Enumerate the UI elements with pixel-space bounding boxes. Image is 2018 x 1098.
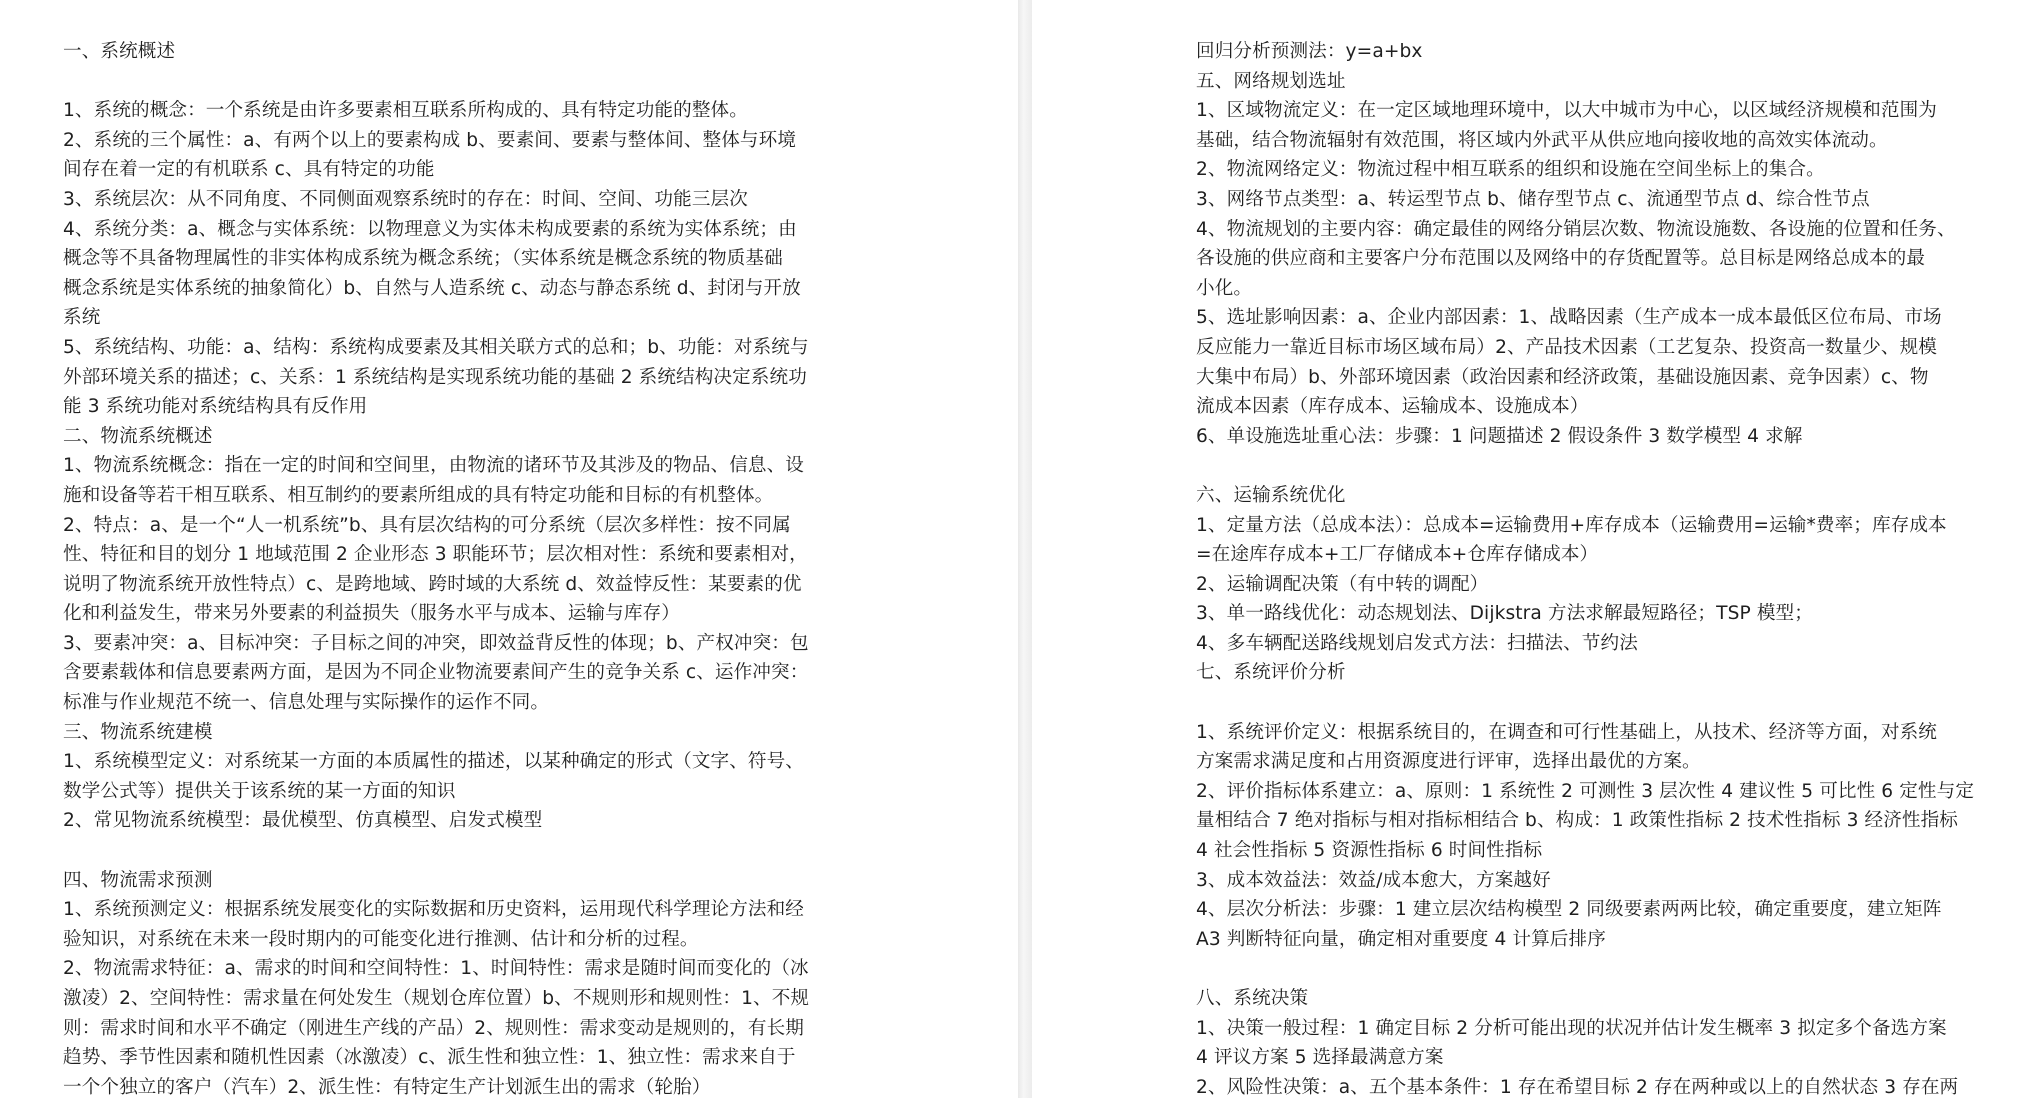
blank-line: [1196, 688, 2016, 718]
text-line: 1、区域物流定义：在一定区域地理环境中，以大中城市为中心，以区域经济规模和范围为: [1196, 100, 1937, 122]
text-line: 1、系统的概念：一个系统是由许多要素相互联系所构成的、具有特定功能的整体。: [63, 100, 748, 122]
text-line: 标准与作业规范不统一、信息处理与实际操作的运作不同。: [63, 692, 550, 714]
text-line: 一、系统概述: [63, 41, 176, 62]
text-line: 4、层次分析法：步骤：1 建立层次结构模型 2 同级要素两两比较，确定重要度，建立矩阵: [1196, 899, 1942, 921]
text-line: 1、系统评价定义：根据系统目的，在调查和可行性基础上，从技术、经济等方面，对系统: [1196, 721, 1937, 743]
text-line: 验知识，对系统在未来一段时期内的可能变化进行推测、估计和分析的过程。: [63, 928, 699, 950]
blank-line: [63, 67, 863, 97]
text-line: 大集中布局）b、外部环境因素（政治因素和经济政策，基础设施因素、竞争因素）c、物: [1196, 366, 1929, 388]
text-line: 四、物流需求预测: [63, 869, 213, 891]
text-line: 4、系统分类：a、概念与实体系统：以物理意义为实体未构成要素的系统为实体系统；由: [63, 218, 797, 240]
text-line: 激凌）2、空间特性：需求量在何处发生（规划仓库位置）b、不规则形和规则性：1、不规: [63, 988, 810, 1009]
text-line: 流成本因素（库存成本、运输成本、设施成本）: [1196, 396, 1589, 418]
text-line: 5、选址影响因素：a、企业内部因素：1、战略因素（生产成本一成本最低区位布局、市场: [1196, 307, 1942, 329]
text-line: 3、成本效益法：效益/成本愈大，方案越好: [1196, 869, 1551, 891]
text-line: 各设施的供应商和主要客户分布范围以及网络中的存货配置等。总目标是网络总成本的最: [1196, 248, 1926, 270]
text-line: 6、单设施选址重心法：步骤：1 问题描述 2 假设条件 3 数学模型 4 求解: [1196, 425, 1803, 447]
text-line: 4 社会性指标 5 资源性指标 6 时间性指标: [1196, 840, 1543, 862]
text-line: 七、系统评价分析: [1196, 662, 1346, 684]
text-line: 3、网络节点类型：a、转运型节点 b、储存型节点 c、流通型节点 d、综合性节点: [1196, 188, 1870, 210]
text-line: 施和设备等若干相互联系、相互制约的要素所组成的具有特定功能和目标的有机整体。: [63, 484, 774, 506]
blank-line: [63, 836, 863, 866]
text-line: 说明了物流系统开放性特点）c、是跨地域、跨时域的大系统 d、效益悖反性：某要素的优: [63, 573, 802, 595]
text-line: 五、网络规划选址: [1196, 70, 1346, 92]
text-line: 则：需求时间和水平不确定（刚进生产线的产品）2、规则性：需求变动是规则的，有长期: [63, 1017, 804, 1039]
text-line: 2、运输调配决策（有中转的调配）: [1196, 573, 1489, 595]
text-line: =在途库存成本+工厂存储成本+仓库存储成本）: [1196, 544, 1599, 566]
text-line: 化和利益发生，带来另外要素的利益损失（服务水平与成本、运输与库存）: [63, 603, 680, 625]
text-line: 5、系统结构、功能：a、结构：系统构成要素及其相关联方式的总和；b、功能：对系统与: [63, 336, 809, 358]
left-page-text: [63, 37, 863, 1098]
text-line: 1、物流系统概念：指在一定的时间和空间里，由物流的诸环节及其涉及的物品、信息、设: [63, 455, 804, 477]
text-line: 能 3 系统功能对系统结构具有反作用: [63, 396, 368, 418]
text-line: 2、物流需求特征：a、需求的时间和空间特性：1、时间特性：需求是随时间而变化的（冰: [63, 958, 809, 980]
text-line: 3、系统层次：从不同角度、不同侧面观察系统时的存在：时间、空间、功能三层次: [63, 188, 748, 210]
text-line: 反应能力一靠近目标市场区域布局）2、产品技术因素（工艺复杂、投资高一数量少、规模: [1196, 336, 1937, 358]
text-line: 系统: [63, 307, 101, 329]
blank-line: [1196, 954, 2016, 984]
text-line: 2、风险性决策：a、五个基本条件：1 存在希望目标 2 存在两种或以上的自然状态 3 存在两: [1196, 1076, 1959, 1098]
text-line: 3、单一路线优化：动态规划法、Dijkstra 方法求解最短路径；TSP 模型；: [1196, 603, 1813, 625]
text-line: 方案需求满足度和占用资源度进行评审，选择出最优的方案。: [1196, 751, 1701, 773]
text-line: 4、多车辆配送路线规划启发式方法：扫描法、节约法: [1196, 632, 1638, 654]
text-line: 趋势、季节性因素和随机性因素（冰激凌）c、派生性和独立性：1、独立性：需求来自于: [63, 1047, 796, 1069]
text-line: 量相结合 7 绝对指标与相对指标相结合 b、构成：1 政策性指标 2 技术性指标 3 经济性指标: [1196, 810, 1958, 832]
text-line: 1、决策一般过程：1 确定目标 2 分析可能出现的状况并估计发生概率 3 拟定多个备选方案: [1196, 1017, 1947, 1039]
text-line: 八、系统决策: [1196, 988, 1309, 1009]
text-line: 小化。: [1196, 277, 1253, 299]
text-line: 二、物流系统概述: [63, 425, 213, 447]
right-page-text: [1196, 37, 2016, 1098]
text-line: 1、系统模型定义：对系统某一方面的本质属性的描述，以某种确定的形式（文字、符号、: [63, 751, 804, 773]
text-line: 4 评议方案 5 选择最满意方案: [1196, 1047, 1444, 1069]
text-line: 概念系统是实体系统的抽象简化）b、自然与人造系统 c、动态与静态系统 d、封闭与开放: [63, 277, 801, 299]
text-line: 间存在着一定的有机联系 c、具有特定的功能: [63, 159, 435, 181]
text-line: 4、物流规划的主要内容：确定最佳的网络分销层次数、物流设施数、各设施的位置和任务、: [1196, 218, 1956, 240]
text-line: 2、评价指标体系建立：a、原则：1 系统性 2 可测性 3 层次性 4 建议性 5 可比性 6 定性与定: [1196, 780, 1975, 802]
text-line: 性、特征和目的划分 1 地域范围 2 企业形态 3 职能环节；层次相对性：系统和要素相对，: [63, 544, 808, 566]
text-line: 1、定量方法（总成本法）：总成本=运输费用+库存成本（运输费用=运输*费率；库存成本: [1196, 514, 1947, 536]
text-line: 六、运输系统优化: [1196, 484, 1346, 506]
text-line: 外部环境关系的描述；c、关系：1 系统结构是实现系统功能的基础 2 系统结构决定系统功: [63, 366, 807, 388]
text-line: 2、物流网络定义：物流过程中相互联系的组织和设施在空间坐标上的集合。: [1196, 159, 1825, 181]
page-gutter: [1018, 0, 1032, 1098]
text-line: 3、要素冲突：a、目标冲突：子目标之间的冲突，即效益背反性的体现；b、产权冲突：包: [63, 632, 809, 654]
text-line: 2、特点：a、是一个“人一机系统”b、具有层次结构的可分系统（层次多样性：按不同属: [63, 514, 791, 536]
text-line: 数学公式等）提供关于该系统的某一方面的知识: [63, 780, 456, 802]
text-line: 概念等不具备物理属性的非实体构成系统为概念系统；（实体系统是概念系统的物质基础: [63, 248, 783, 270]
right-page: [1032, 0, 2018, 1098]
text-line: 回归分析预测法：y=a+bx: [1196, 41, 1423, 62]
text-line: 2、常见物流系统模型：最优模型、仿真模型、启发式模型: [63, 810, 543, 832]
text-line: A3 判断特征向量，确定相对重要度 4 计算后排序: [1196, 928, 1606, 950]
text-line: 1、系统预测定义：根据系统发展变化的实际数据和历史资料，运用现代科学理论方法和经: [63, 899, 804, 921]
blank-line: [1196, 451, 2016, 481]
text-line: 含要素载体和信息要素两方面，是因为不同企业物流要素间产生的竞争关系 c、运作冲突：: [63, 662, 809, 684]
text-line: 2、系统的三个属性：a、有两个以上的要素构成 b、要素间、要素与整体间、整体与环境: [63, 129, 797, 151]
text-line: 三、物流系统建模: [63, 721, 213, 743]
text-line: 一个个独立的客户（汽车）2、派生性：有特定生产计划派生出的需求（轮胎）: [63, 1076, 711, 1098]
text-line: 基础，结合物流辐射有效范围，将区域内外武平从供应地向接收地的高效实体流动。: [1196, 129, 1888, 151]
